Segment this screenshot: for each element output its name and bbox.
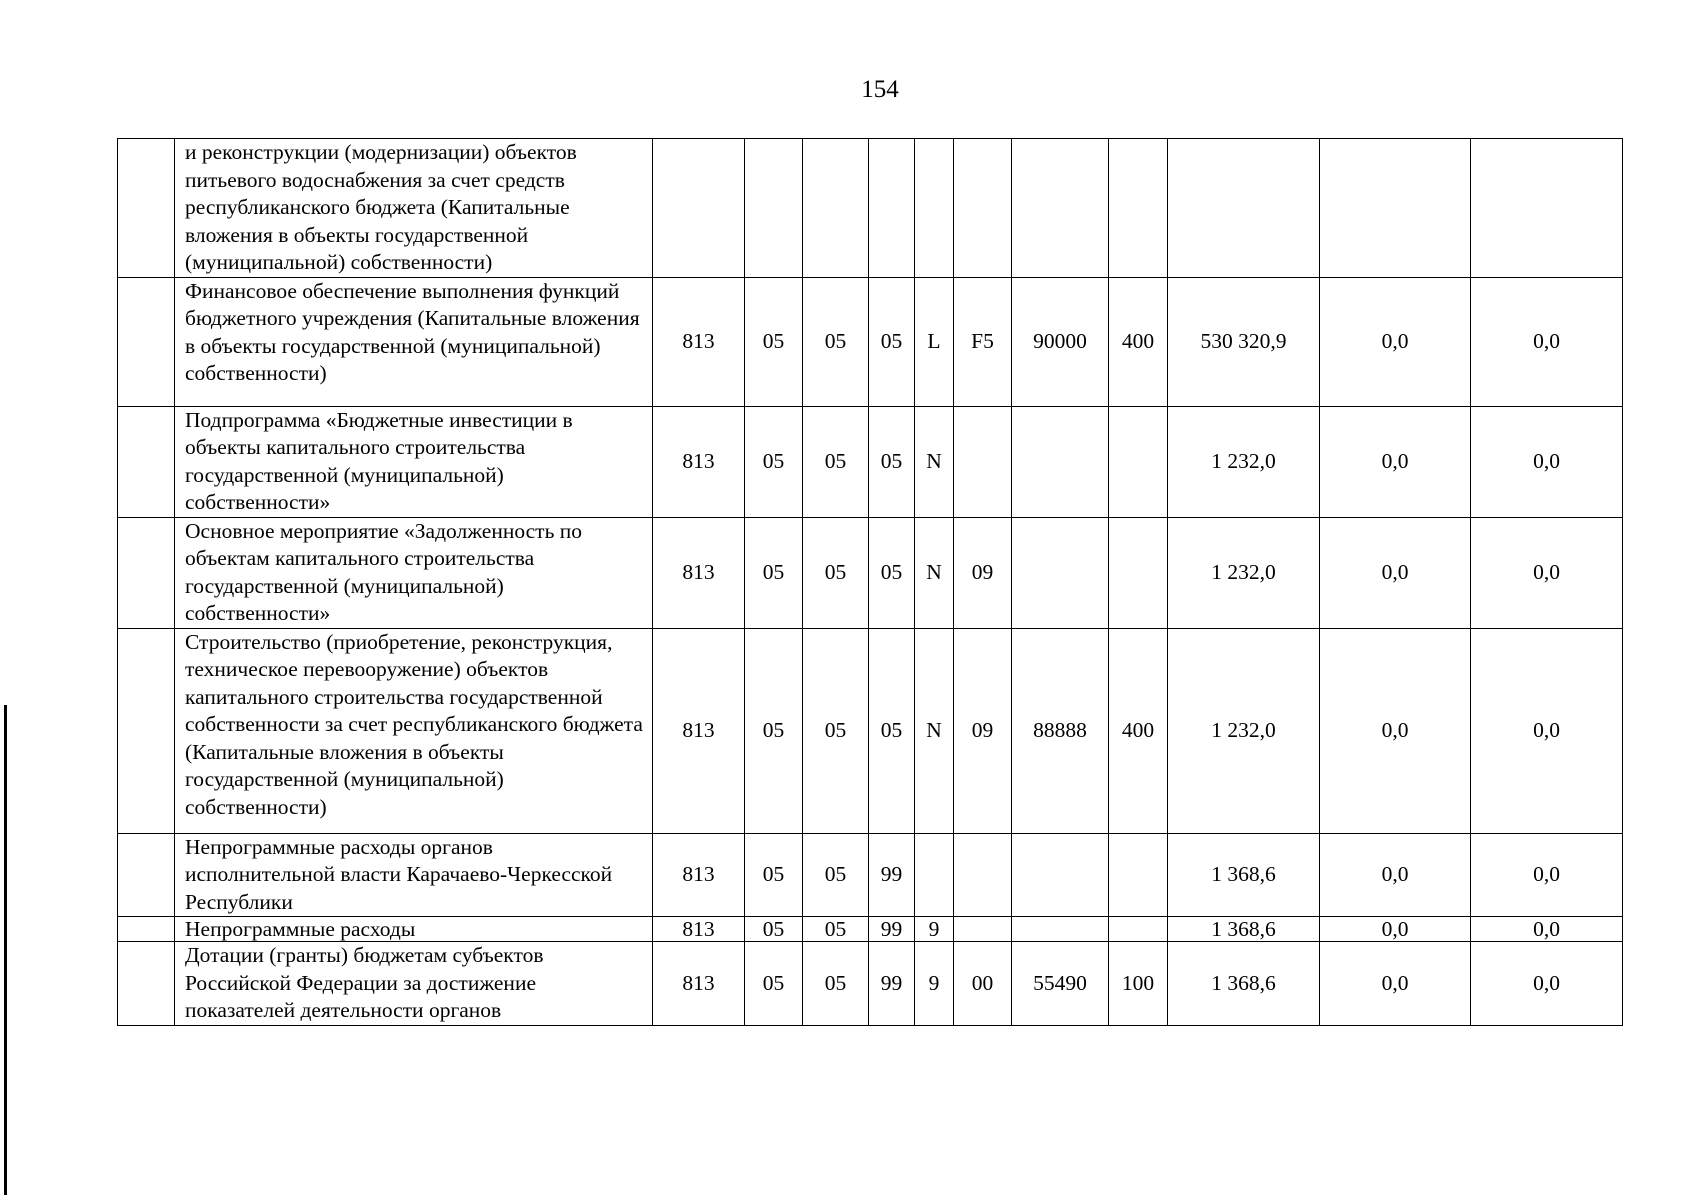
expense-type-cell [1109,139,1168,278]
amount-year-3-cell: 0,0 [1471,833,1623,917]
activity-code-cell [954,917,1012,942]
expense-type-cell: 400 [1109,277,1168,406]
ministry-code-cell: 813 [653,833,745,917]
amount-year-3-cell: 0,0 [1471,406,1623,517]
program-code-cell [869,139,915,278]
amount-year-2-cell: 0,0 [1320,517,1471,628]
amount-year-1-cell: 1 232,0 [1168,406,1320,517]
amount-year-2-cell: 0,0 [1320,628,1471,833]
amount-year-1-cell: 530 320,9 [1168,277,1320,406]
expense-type-cell: 400 [1109,628,1168,833]
row-number-cell [118,942,175,1026]
program-code-cell: 05 [869,277,915,406]
amount-year-3-cell: 0,0 [1471,277,1623,406]
expense-type-cell [1109,406,1168,517]
amount-year-1-cell [1168,139,1320,278]
amount-year-1-cell: 1 232,0 [1168,517,1320,628]
amount-year-3-cell: 0,0 [1471,628,1623,833]
amount-year-2-cell: 0,0 [1320,833,1471,917]
item-name-cell: Подпрограмма «Бюджетные инвестиции в объекты капитального строительства государственной (муниципальной) собственности» [175,406,653,517]
activity-code-cell: 09 [954,517,1012,628]
ministry-code-cell: 813 [653,517,745,628]
subsection-code-cell: 05 [803,833,869,917]
subsection-code-cell: 05 [803,628,869,833]
item-name-cell: Основное мероприятие «Задолженность по объектам капитального строительства государственной (муниципальной) собственности» [175,517,653,628]
program-code-cell: 05 [869,406,915,517]
row-number-cell [118,917,175,942]
table-row [118,628,1623,833]
row-number-cell [118,517,175,628]
activity-code-cell: 00 [954,942,1012,1026]
row-number-cell [118,406,175,517]
table-row [118,517,1623,628]
expense-type-cell [1109,917,1168,942]
direction-code-cell: 55490 [1012,942,1109,1026]
section-code-cell: 05 [745,517,803,628]
page-number: 154 [861,76,899,103]
subprogram-code-cell [915,833,954,917]
table-row [118,942,1623,1026]
subprogram-code-cell [915,139,954,278]
subprogram-code-cell: N [915,628,954,833]
expense-type-cell [1109,833,1168,917]
section-code-cell: 05 [745,917,803,942]
subsection-code-cell: 05 [803,406,869,517]
section-code-cell: 05 [745,277,803,406]
subsection-code-cell: 05 [803,517,869,628]
program-code-cell: 05 [869,517,915,628]
amount-year-3-cell: 0,0 [1471,917,1623,942]
subsection-code-cell [803,139,869,278]
activity-code-cell: F5 [954,277,1012,406]
amount-year-2-cell [1320,139,1471,278]
table-row [118,277,1623,406]
direction-code-cell [1012,917,1109,942]
direction-code-cell [1012,139,1109,278]
item-name-cell: и реконструкции (модернизации) объектов питьевого водоснабжения за счет средств республиканского бюджета (Капитальные вложения в объекты государственной (муниципальной) собственности) [175,139,653,278]
section-code-cell: 05 [745,942,803,1026]
section-code-cell: 05 [745,406,803,517]
table-row [118,139,1623,278]
amount-year-1-cell: 1 368,6 [1168,942,1320,1026]
subprogram-code-cell: 9 [915,917,954,942]
activity-code-cell [954,406,1012,517]
activity-code-cell [954,833,1012,917]
subprogram-code-cell: N [915,406,954,517]
subprogram-code-cell: 9 [915,942,954,1026]
direction-code-cell [1012,406,1109,517]
table-row [118,917,1623,942]
program-code-cell: 99 [869,942,915,1026]
subsection-code-cell: 05 [803,942,869,1026]
amount-year-2-cell: 0,0 [1320,942,1471,1026]
amount-year-3-cell: 0,0 [1471,942,1623,1026]
ministry-code-cell: 813 [653,406,745,517]
item-name-cell: Непрограммные расходы [175,917,653,942]
table-body [118,139,1623,1026]
section-code-cell [745,139,803,278]
activity-code-cell: 09 [954,628,1012,833]
program-code-cell: 99 [869,917,915,942]
row-number-cell [118,277,175,406]
ministry-code-cell [653,139,745,278]
direction-code-cell: 90000 [1012,277,1109,406]
amount-year-1-cell: 1 232,0 [1168,628,1320,833]
table-row [118,833,1623,917]
item-name-cell: Непрограммные расходы органов исполнительной власти Карачаево-Черкесской Республики [175,833,653,917]
row-number-cell [118,139,175,278]
section-code-cell: 05 [745,833,803,917]
direction-code-cell: 88888 [1012,628,1109,833]
subprogram-code-cell: N [915,517,954,628]
ministry-code-cell: 813 [653,942,745,1026]
subprogram-code-cell: L [915,277,954,406]
binding-margin-line [4,705,7,1195]
amount-year-2-cell: 0,0 [1320,917,1471,942]
activity-code-cell [954,139,1012,278]
ministry-code-cell: 813 [653,917,745,942]
item-name-cell: Строительство (приобретение, реконструкция, техническое перевооружение) объектов капитального строительства государственной собственности за счет республиканского бюджета (Капитальные вложения в объекты государственной (муниципальной) собственности) [175,628,653,833]
amount-year-2-cell: 0,0 [1320,277,1471,406]
section-code-cell: 05 [745,628,803,833]
subsection-code-cell: 05 [803,917,869,942]
table-row [118,406,1623,517]
amount-year-1-cell: 1 368,6 [1168,833,1320,917]
subsection-code-cell: 05 [803,277,869,406]
amount-year-1-cell: 1 368,6 [1168,917,1320,942]
direction-code-cell [1012,833,1109,917]
direction-code-cell [1012,517,1109,628]
ministry-code-cell: 813 [653,277,745,406]
amount-year-3-cell [1471,139,1623,278]
row-number-cell [118,628,175,833]
program-code-cell: 99 [869,833,915,917]
item-name-cell: Финансовое обеспечение выполнения функций бюджетного учреждения (Капитальные вложения в объекты государственной (муниципальной) собственности) [175,277,653,406]
budget-table [117,138,1623,1026]
amount-year-3-cell: 0,0 [1471,517,1623,628]
item-name-cell: Дотации (гранты) бюджетам субъектов Российской Федерации за достижение показателей деятельности органов [175,942,653,1026]
expense-type-cell: 100 [1109,942,1168,1026]
ministry-code-cell: 813 [653,628,745,833]
amount-year-2-cell: 0,0 [1320,406,1471,517]
row-number-cell [118,833,175,917]
program-code-cell: 05 [869,628,915,833]
expense-type-cell [1109,517,1168,628]
